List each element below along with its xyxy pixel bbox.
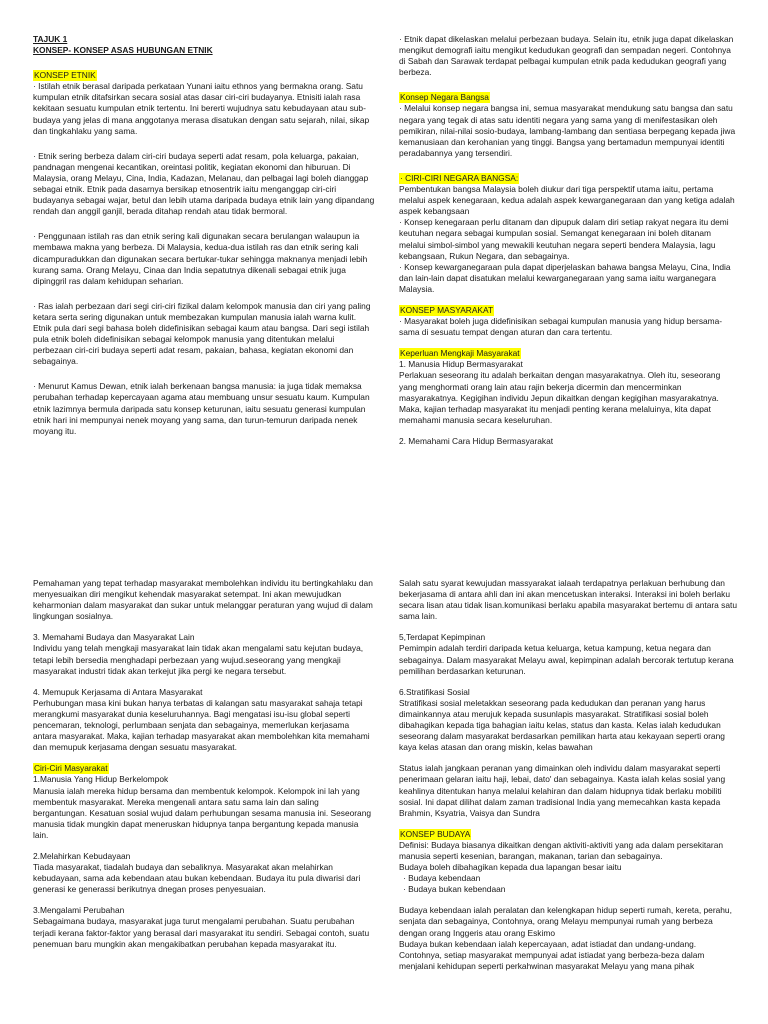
subheading: 1.Manusia Yang Hidup Berkelompok <box>33 774 169 785</box>
paragraph: · Etnik dapat dikelaskan melalui perbezaan budaya. Selain itu, etnik juga dapat dikelaskan mengikut demografi iaitu mengikut kedudukan geografi dan sempadan negeri. Contohnya di Sabah dan Sarawak terdapat pelbagai kumpulan etnik pada kedudukan geografi yang berbeza. <box>399 34 734 78</box>
paragraph: Perhubungan masa kini bukan hanya terbatas di kalangan satu masyarakat sahaja tetapi merangkumi masyarakat dunia keseluruhannya. Bagi mengatasi isu-isu global seperti pencemaran, teknologi, perlumbaan senjata dan sebagainya, memerlukan kerjasama antara masyarakat. Maka, kajian terhadap masyarakat akan membolehkan kita memahami dan memupuk kerjasama dengan sesuatu masyarakat. <box>33 697 370 753</box>
paragraph: Manusia ialah mereka hidup bersama dan membentuk kelompok. Kelompok ini lah yang membentuk masyarakat. Mereka mengenali antara satu sama lain dan saling bergantungan. Kesatuan sosial wujud dalam perhubungan sesama manusia ini. Seseorang manusia tidak mungkin dapat meneruskan hidupnya tanpa bergantung kepada manusia lain. <box>33 785 372 840</box>
paragraph: · Istilah etnik berasal daripada perkataan Yunani iaitu ethnos yang bermakna orang. Satu kumpulan etnik ditafsirkan secara sosial atas dasar ciri-ciri budayanya. Etnisiti ialah rasa kekitaan sesuatu kumpulan etnik tertentu. Ini bererti wujudnya satu kebudayaan atau sub-budaya yang jelas di mana anggotanya merasa disatukan dengan satu sejarah, nilai, sikap dan tingkahlaku yang sama. <box>33 81 370 136</box>
chapter-title: KONSEP- KONSEP ASAS HUBUNGAN ETNIK <box>33 45 213 56</box>
paragraph: Stratifikasi sosial meletakkan seseorang pada kedudukan dan peranan yang harus dimainkannya atau merujuk kepada susunlapis masyarakat. Stratifikasi sosial boleh dibahagikan kepada tiga bahagian iaitu kelas, status dan kasta. Kelas ialah kedudukan seseorang dalam masyarakat berdasarkan pemilikan harta atau kekayaan seperti orang kaya kelas atasan dan orang miskin, kelas bawahan <box>399 697 725 753</box>
subheading: 3.Mengalami Perubahan <box>33 905 125 916</box>
section-heading-negara-bangsa: Konsep Negara Bangsa <box>400 92 489 103</box>
subheading: 3. Memahami Budaya dan Masyarakat Lain <box>33 632 195 643</box>
paragraph: Status ialah jangkaan peranan yang dimainkan oleh individu dalam masyarakat seperti penerimaan gelaran iaitu haji, lebai, dato' dan sebagainya. Kasta ialah kelas sosial yang keahlinya ditentukan hanya melalui kelahiran dan dalam hidupnya tidak berlaku mobiliti sosial. Ini dapat dilihat dalam zaman tradisional India yang memecahkan kasta kepada Brahmin, Ksyatria, Vaisya dan Sundra <box>399 763 726 818</box>
paragraph: Pemimpin adalah terdiri daripada ketua keluarga, ketua kampung, ketua negara dan sebagainya. Dalam masyarakat Melayu awal, kepimpinan adalah bercorak tertutup kerana pemilihan berdasarkan keturunan. <box>399 643 734 676</box>
paragraph: · Menurut Kamus Dewan, etnik ialah berkenaan bangsa manusia: ia juga tidak memaksa perubahan terhadap kepercayaan agama atau membuang unsur sesuatu kaum. Kumpulan etnik lazimnya bermula daripada satu konsep keturunan, iaitu sesuatu generasi kumpulan etnik hari ini mempunyai nenek moyang yang sama, dan turun-temurun daripada nenek moyang itu. <box>33 381 370 436</box>
paragraph: · Penggunaan istilah ras dan etnik sering kali digunakan secara berulangan walaupun ia membawa makna yang berbeza. Di Malaysia, kedua-dua istilah ras dan etnik sering kali dicampuradukkan dan digunakan secara bertukar-tukar sehingga maknanya menjadi lebih kurang sama. Orang Melayu, Cinaa dan India sepatutnya dikenali sebagai etnik juga dipinggril ras dalam kehidupan seharian. <box>33 231 368 286</box>
paragraph: · Etnik sering berbeza dalam ciri-ciri budaya seperti adat resam, pola keluarga, pakaian, pandnagan mengenai kecantikan, oreintasi politik, kegiatan ekonomi dan hiburuan. Di Malaysia, orang Melayu, Cina, India, Kadazan, Melanau, dan pelbagai lagi boleh dianggap sebagai etnik. Etnik pada dasarnya bersikap etnosentrik iaitu menganggap ciri-ciri budayanya sebagai wajar, betul dan lebih utama daripada budaya etnik lain yang dipandang rendah dan anggil ganjil, berada ditahap rendah atau tidak bermoral. <box>33 150 375 217</box>
section-heading-ciri-masyarakat: Ciri-Ciri Masyarakat <box>34 763 108 774</box>
paragraph: Pembentukan bangsa Malaysia boleh diukur dari tiga perspektif utama iaitu, pertama melalui aspek kenegaraan, kedua adalah aspek kewarganegaraan dan yang ketiga adalah aspek kebangsaan <box>399 184 735 217</box>
bottom-left-column <box>33 578 375 950</box>
paragraph: · Ras ialah perbezaan dari segi ciri-ciri fizikal dalam kelompok manusia dan ciri yang paling ketara serta sering digunakan untuk membezakan kumpulan manusia ialah warna kulit. Etnik pula dari segi bahasa boleh didefinisikan sebagai kaum atau bangsa. Dari segi istilah pula etnik boleh didefinisikan sebagai kelompok manusia yang ditentukan melalui perbezaan ciri-ciri budaya seperti adat resam, pakaian, bahasa, kegiatan ekonomi dan sebagainya. <box>33 300 371 367</box>
top-right-column <box>399 34 737 447</box>
paragraph: Budaya boleh dibahagikan kepada dua lapangan besar iaitu <box>399 862 622 873</box>
paragraph: Budaya kebendaan ialah peralatan dan kelengkapan hidup seperti rumah, kereta, perahu, senjata dan sebagainya, Contohnya, orang Melayu mempunyai rumah yang berbeza dengan orang Inggeris atau orang Eskimo <box>399 905 732 938</box>
paragraph: · Konsep kenegaraan perlu ditanam dan dipupuk dalam diri setiap rakyat negara itu demi keutuhan negara sebagai kumpulan sosial. Semangat kenegaraan ini boleh ditanam melalui simbol-simbol yang mewakili keutuhan negara seperti bendera Malaysia, lagu kebangsaan, Rukun Negara, dan sebagainya. <box>399 217 729 261</box>
section-heading-konsep-masyarakat: KONSEP MASYARAKAT <box>400 304 494 315</box>
paragraph: Individu yang telah mengkaji masyarakat lain tidak akan mengalami satu kejutan budaya, tetapi lebih bersedia menghadapi perbezaan yang wujud.seseorang yang mengkaji masyarakat industri tidak akan terkejut jika pergi ke negara tersebut. <box>33 643 364 676</box>
list-item: · Budaya kebendaan <box>403 873 481 884</box>
subheading: 6.Stratifikasi Sosial <box>399 686 470 697</box>
subheading: 2.Melahirkan Kebudayaan <box>33 850 131 861</box>
section-heading-konsep-etnik: KONSEP ETNIK <box>34 70 96 81</box>
list-item: · Budaya bukan kebendaan <box>403 884 506 895</box>
paragraph: · Melalui konsep negara bangsa ini, semua masyarakat mendukung satu bangsa dan satu negara yang tegak di atas satu identiti negara yang sama yang di menifestasikan oleh pemikiran, nilai-nilai sosio-budaya, lambang-lambang dan sentiasa berpegang kepada jiwa kemanusiaan dan kerohanian yang tinggi. Bangsa yang bertamadun mempunyai identiti peradabannya yang tersendiri. <box>399 103 736 158</box>
top-left-column <box>33 34 375 437</box>
paragraph: Definisi: Budaya biasanya dikaitkan dengan aktiviti-aktiviti yang ada dalam persekitaran manusia seperti kesenian, barangan, makanan, tarian dan sebagainya. <box>399 839 724 861</box>
paragraph: Tiada masyarakat, tiadalah budaya dan sebaliknya. Masyarakat akan melahirkan kebudayaan, sama ada kebendaan atau bukan kebendaan. Budaya itu pula diwarisi dari generasi ke generassi berikutnya dnegan proses penyesuaian. <box>33 862 361 895</box>
paragraph: Sebagaimana budaya, masyarakat juga turut mengalami perubahan. Suatu perubahan terjadi kerana faktor-faktor yang berasal dari masyarakat itu sendiri. Sebagai contoh, suatu penemuan baru mungkin akan mengakibatkan perubahan kepada masyarakat itu. <box>33 916 370 949</box>
chapter-label: TAJUK 1 <box>33 34 68 44</box>
section-heading-keperluan: Keperluan Mengkaji Masyarakat <box>400 348 520 359</box>
section-heading-konsep-budaya: KONSEP BUDAYA <box>400 828 471 839</box>
paragraph: Pemahaman yang tepat terhadap masyarakat membolehkan individu itu bertingkahlaku dan menyesuaikan diri mengikut kehendak masyarakat setempat. Ini akan mewujudkan keharmonian dalam masyarakat dan sukar untuk melanggar peraturan yang wujud di dalam lingkungan sosialnya. <box>33 578 373 622</box>
subheading: 5,Terdapat Kepimpinan <box>399 632 486 643</box>
section-heading-ciri-negara-bangsa: · CIRI-CIRI NEGARA BANGSA: <box>400 172 519 183</box>
paragraph: Budaya bukan kebendaan ialah kepercayaan, adat istiadat dan undang-undang. Contohnya, setiap masyarakat mempunyai adat istiadat yang berbeza-beza dalam menjalani kehidupan seperti perkahwinan masyarakat Melayu yang mana pihak <box>399 938 705 971</box>
paragraph: · Masyarakat boleh juga didefinisikan sebagai kumpulan manusia yang hidup bersama-sama di sesuatu tempat dengan aturan dan cara tertentu. <box>399 316 723 338</box>
paragraph: · Konsep kewarganegaraan pula dapat diperjelaskan bahawa bangsa Melayu, Cina, India dan lain-lain dapat disatukan melalui kewarganegaraan yang sama iaitu warganegara Malaysia. <box>399 261 731 294</box>
subheading: 4. Memupuk Kerjasama di Antara Masyarakat <box>33 686 203 697</box>
paragraph: Salah satu syarat kewujudan massyarakat ialaah terdapatnya perlakuan berhubung dan bekerjasama di antara ahli dan ini akan mencetuskan interaksi. Interaksi ini boleh berlaku secara lisan atau tidak lisan.komunikasi berlaku apabila masyarakat bertemu di antara satu sama lain. <box>399 578 737 622</box>
subheading: 2. Memahami Cara Hidup Bermasyarakat <box>399 435 554 446</box>
bottom-right-column <box>399 578 737 972</box>
subheading: 1. Manusia Hidup Bermasyarakat <box>399 359 523 370</box>
paragraph: Perlakuan seseorang itu adalah berkaitan dengan masyarakatnya. Oleh itu, seseorang yang menghormati orang lain atau rajin bekerja dicermin dan mencerminkan masyarakatnya. Kegigihan individu Jepun dikaitkan dengan kegigihan masyarakatnya. Maka, kajian terhadap masyarakat itu menjadi penting kerana melaluinya, kita dapat memahami manusia secara keseluruhan. <box>399 370 721 425</box>
